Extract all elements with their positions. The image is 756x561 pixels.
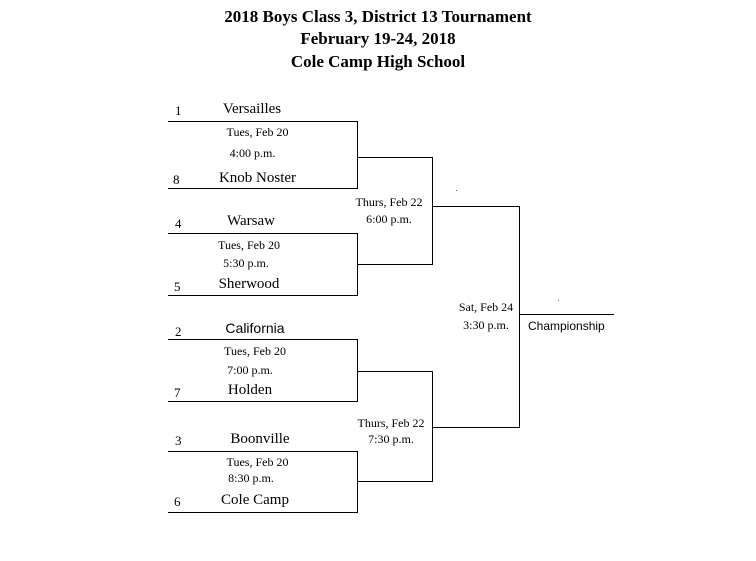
bracket-line xyxy=(168,451,358,452)
bracket-line xyxy=(432,427,520,428)
team-name: California xyxy=(225,320,285,336)
team-name: Boonville xyxy=(230,431,290,447)
game-time: 3:30 p.m. xyxy=(463,318,509,332)
bracket-line xyxy=(168,512,358,513)
game-date: Tues, Feb 20 xyxy=(224,344,286,358)
seed-label: 3 xyxy=(175,433,182,448)
game-time: 4:00 p.m. xyxy=(229,146,276,160)
bracket-line xyxy=(168,121,358,122)
game-time: 7:30 p.m. xyxy=(368,432,414,446)
bracket-line xyxy=(519,314,614,315)
game-time: 6:00 p.m. xyxy=(366,212,412,226)
seed-label: 7 xyxy=(174,385,181,400)
seed-label: 6 xyxy=(174,494,181,509)
seed-label: 1 xyxy=(175,103,182,118)
stray-mark xyxy=(558,300,559,301)
game-date: Thurs, Feb 22 xyxy=(355,195,423,209)
bracket-line xyxy=(357,481,433,482)
game-date: Tues, Feb 20 xyxy=(218,238,280,252)
game-time: 8:30 p.m. xyxy=(228,471,274,485)
team-name: Knob Noster xyxy=(218,170,297,186)
bracket-line xyxy=(357,371,433,372)
bracket-line xyxy=(168,233,358,234)
team-name: Holden xyxy=(227,382,273,398)
bracket-line xyxy=(168,401,358,402)
team-name: Warsaw xyxy=(227,213,275,229)
bracket-line xyxy=(357,451,358,513)
bracket-line xyxy=(432,206,520,207)
team-name: Cole Camp xyxy=(221,492,289,508)
bracket-line xyxy=(357,157,433,158)
team-name: Versailles xyxy=(222,101,282,117)
bracket-line xyxy=(357,264,433,265)
title-line-3: Cole Camp High School xyxy=(290,52,466,71)
seed-label: 5 xyxy=(174,279,181,294)
game-date: Tues, Feb 20 xyxy=(226,455,289,469)
bracket-line xyxy=(357,121,358,189)
bracket-line xyxy=(519,206,520,428)
title-line-2: February 19-24, 2018 xyxy=(300,29,456,48)
game-date: Thurs, Feb 22 xyxy=(357,416,425,430)
team-name: Sherwood xyxy=(218,276,280,292)
bracket-line xyxy=(168,339,358,340)
title-line-1: 2018 Boys Class 3, District 13 Tournament xyxy=(224,7,532,26)
bracket-line xyxy=(168,295,358,296)
stray-mark xyxy=(456,190,457,191)
seed-label: 2 xyxy=(175,324,182,339)
game-date: Sat, Feb 24 xyxy=(458,300,514,314)
championship-label: Championship xyxy=(528,319,605,333)
game-date: Tues, Feb 20 xyxy=(226,125,289,139)
seed-label: 4 xyxy=(175,216,182,231)
bracket-line xyxy=(168,188,358,189)
game-time: 7:00 p.m. xyxy=(227,363,273,377)
seed-label: 8 xyxy=(173,172,180,187)
game-time: 5:30 p.m. xyxy=(223,256,269,270)
bracket-line xyxy=(432,157,433,265)
